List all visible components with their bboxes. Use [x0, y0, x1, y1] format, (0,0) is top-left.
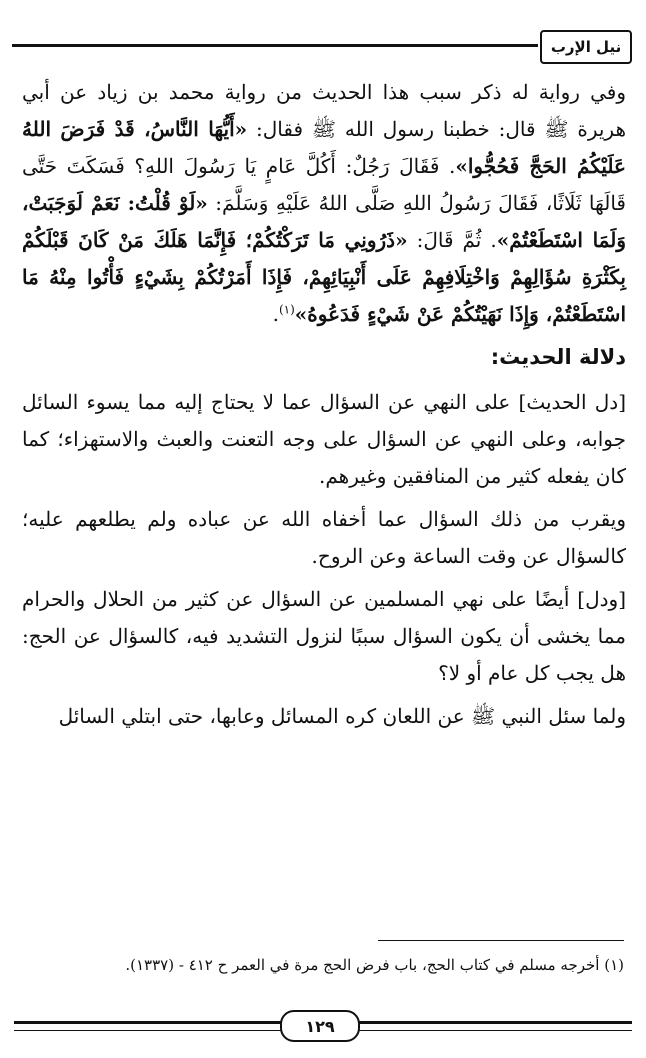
paragraph-2: ويقرب من ذلك السؤال عما أخفاه الله عن عباده ولم يطلعهم عليه؛ كالسؤال عن وقت الساعة وعن الروح. — [22, 507, 626, 568]
intro-text: وفي رواية له ذكر سبب هذا الحديث من رواية محمد بن زياد عن أبي هريرة ﷺ قال: خطبنا رسول الله ﷺ فقال: — [22, 80, 626, 141]
book-title: نيل الإرب — [540, 30, 632, 64]
page-number: ١٢٩ — [280, 1010, 360, 1042]
footnote-divider — [378, 940, 624, 941]
hadith-paragraph — [22, 74, 626, 333]
header-rule — [12, 44, 532, 47]
paragraph-1: [دل الحديث] على النهي عن السؤال عما لا يحتاج إليه مما يسوء السائل جوابه، وعلى النهي عن السؤال على وجه التعنت والعبث والاستهزاء؛ كما كان يفعله كثير من المنافقين وغيرهم. — [22, 390, 626, 488]
narration-text-2: . ثُمَّ قَالَ: — [407, 228, 497, 252]
hadith-quote-2: «لَوْ قُلْتُ: نَعَمْ لَوَجَبَتْ، وَلَمَا اسْتَطَعْتُمْ» — [22, 191, 626, 252]
hadith-quote-3: «ذَرُونِي مَا تَرَكْتُكُمْ؛ فَإِنَّمَا هَلَكَ مَنْ كَانَ قَبْلَكُمْ بِكَثْرَةِ سُؤَالِهِمْ وَاخْتِلَافِهِمْ عَلَى أَنْبِيَائِهِمْ، فَإِذَا أَمَرْتُكُمْ بِشَيْءٍ فَأْتُوا مِنْهُ مَا اسْتَطَعْتُمْ، وَإِذَا نَهَيْتُكُمْ عَنْ شَيْءٍ فَدَعُوهُ» — [22, 228, 626, 326]
footnote: (١) أخرجه مسلم في كتاب الحج، باب فرض الحج مرة في العمر ح ٤١٢ - (١٣٣٧). — [125, 956, 624, 974]
page-header — [12, 28, 632, 64]
footnote-reference: (١) — [278, 302, 295, 317]
hadith-quote-1: «أَيُّهَا النَّاسُ، قَدْ فَرَضَ اللهُ عَلَيْكُمُ الحَجَّ فَحُجُّوا» — [22, 117, 626, 178]
narration-text-1: . فَقَالَ رَجُلٌ: أَكُلَّ عَامٍ يَا رَسُولَ اللهِ؟ فَسَكَتَ حَتَّى قَالَهَا ثَلَاثًا، فَقَالَ رَسُولُ اللهِ صَلَّى اللهُ عَلَيْهِ وَسَلَّمَ: — [22, 154, 626, 215]
main-text — [22, 74, 626, 737]
closing-period: . — [272, 302, 279, 326]
section-heading: دلالة الحديث: — [490, 345, 626, 369]
paragraph-3: [ودل] أيضًا على نهي المسلمين عن السؤال عن كثير من الحلال والحرام مما يخشى أن يكون السؤال سببًا لنزول التشديد فيه، كالسؤال عن الحج: هل يجب كل عام أو لا؟ — [22, 587, 626, 685]
paragraph-4: ولما سئل النبي ﷺ عن اللعان كره المسائل وعابها، حتى ابتلي السائل — [58, 704, 626, 728]
